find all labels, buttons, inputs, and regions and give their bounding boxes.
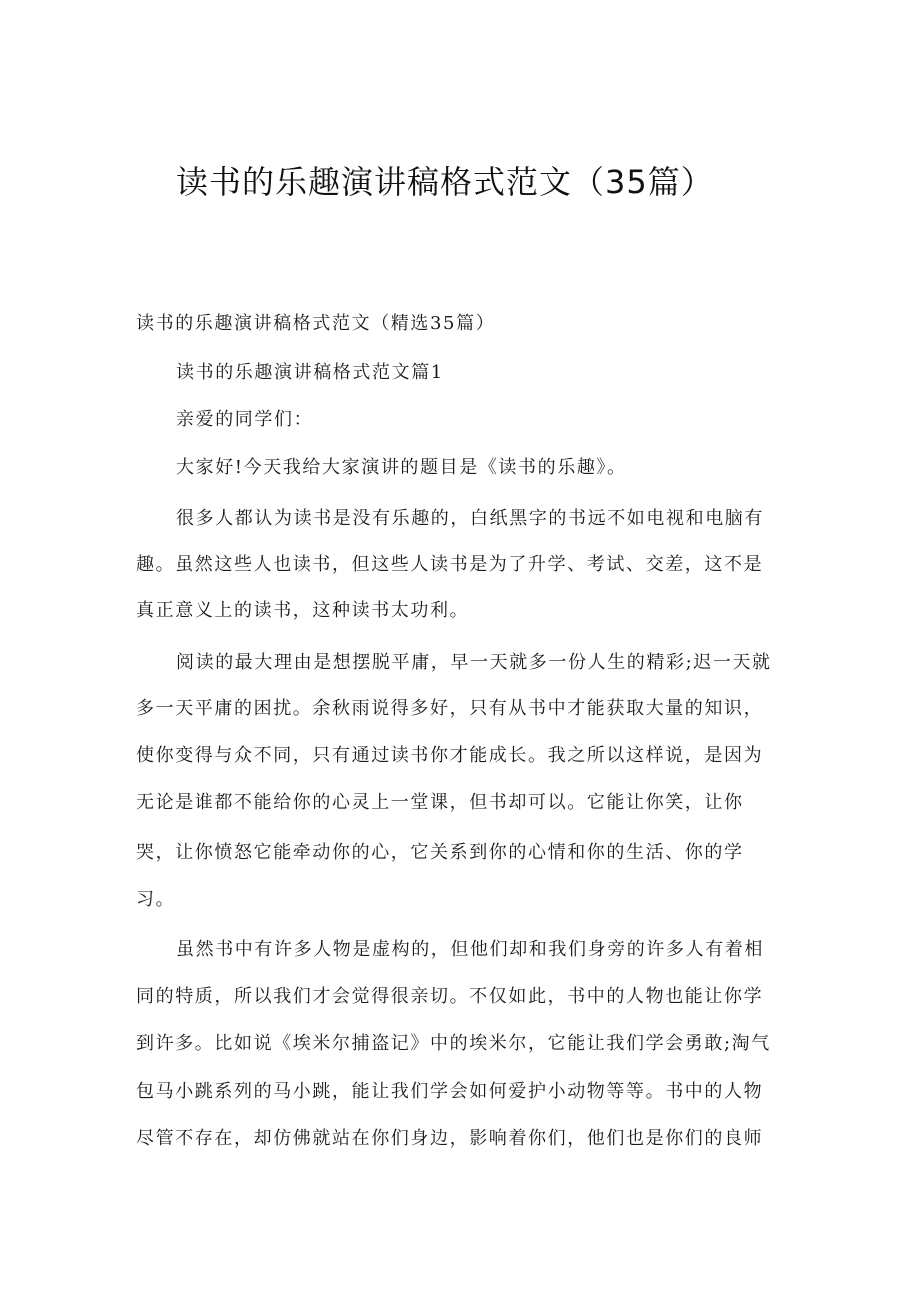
paragraph-line: 哭，让你愤怒它能牵动你的心，它关系到你的心情和你的生活、你的学 [136,842,744,863]
paragraph-line: 到许多。比如说《埃米尔捕盗记》中的埃米尔，它能让我们学会勇敢;淘气 [136,1033,771,1054]
subtitle-line: 读书的乐趣演讲稿格式范文（精选35篇） [136,313,496,334]
salutation: 亲爱的同学们： [176,409,314,430]
paragraph-line: 大家好!今天我给大家演讲的题目是《读书的乐趣》。 [176,457,627,478]
paragraph-line: 使你变得与众不同，只有通过读书你才能成长。我之所以这样说，是因为 [136,745,764,766]
paragraph-line: 阅读的最大理由是想摆脱平庸，早一天就多一份人生的精彩;迟一天就 [176,652,772,673]
paragraph-line: 尽管不存在，却仿佛就站在你们身边，影响着你们，他们也是你们的良师 [136,1128,764,1149]
paragraph-line: 趣。虽然这些人也读书，但这些人读书是为了升学、考试、交差，这不是 [136,554,764,575]
paragraph-line: 很多人都认为读书是没有乐趣的，白纸黑字的书远不如电视和电脑有 [176,508,764,529]
paragraph-line: 虽然书中有许多人物是虚构的，但他们却和我们身旁的许多人有着相 [176,939,764,960]
paragraph-line: 无论是谁都不能给你的心灵上一堂课，但书却可以。它能让你笑，让你 [136,792,744,813]
paragraph-line: 包马小跳系列的马小跳，能让我们学会如何爱护小动物等等。书中的人物 [136,1081,764,1102]
document-title: 读书的乐趣演讲稿格式范文（35篇） [176,163,714,201]
paragraph-line: 多一天平庸的困扰。余秋雨说得多好，只有从书中才能获取大量的知识， [136,698,764,719]
paragraph-line: 习。 [136,889,176,910]
paragraph-line: 同的特质，所以我们才会觉得很亲切。不仅如此，书中的人物也能让你学 [136,986,764,1007]
section-heading: 读书的乐趣演讲稿格式范文篇1 [176,362,444,383]
paragraph-line: 真正意义上的读书，这种读书太功利。 [136,600,470,621]
